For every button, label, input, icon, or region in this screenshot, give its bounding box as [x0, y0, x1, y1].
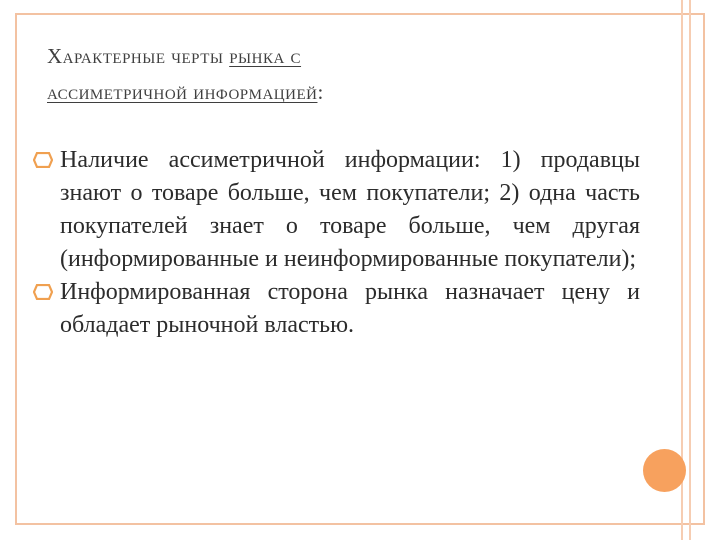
title-part-3: ассиметричной информацией	[47, 80, 318, 104]
bullet-text-2: Информированная сторона рынка назначает цену и обладает рыночной властью.	[60, 279, 640, 338]
bullet-item-2	[60, 276, 640, 342]
bullet-item-1	[60, 144, 640, 276]
orange-circle-icon	[643, 449, 686, 492]
title-part-1: Характерные черты	[47, 44, 224, 68]
hollow-diamond-bullet-icon	[33, 284, 53, 300]
title-part-2: рынка с	[229, 44, 302, 68]
slide-title	[47, 38, 607, 110]
bullet-text-1: Наличие ассиметричной информации: 1) продавцы знают о товаре больше, чем покупатели; 2) одна часть покупателей знает о товаре больше, чем другая (информированные и неинформированные покупатели);	[60, 147, 640, 272]
decorative-line-right	[689, 0, 691, 540]
hollow-diamond-bullet-icon	[33, 152, 53, 168]
title-part-4: :	[317, 80, 324, 104]
bullet-list	[60, 144, 640, 342]
